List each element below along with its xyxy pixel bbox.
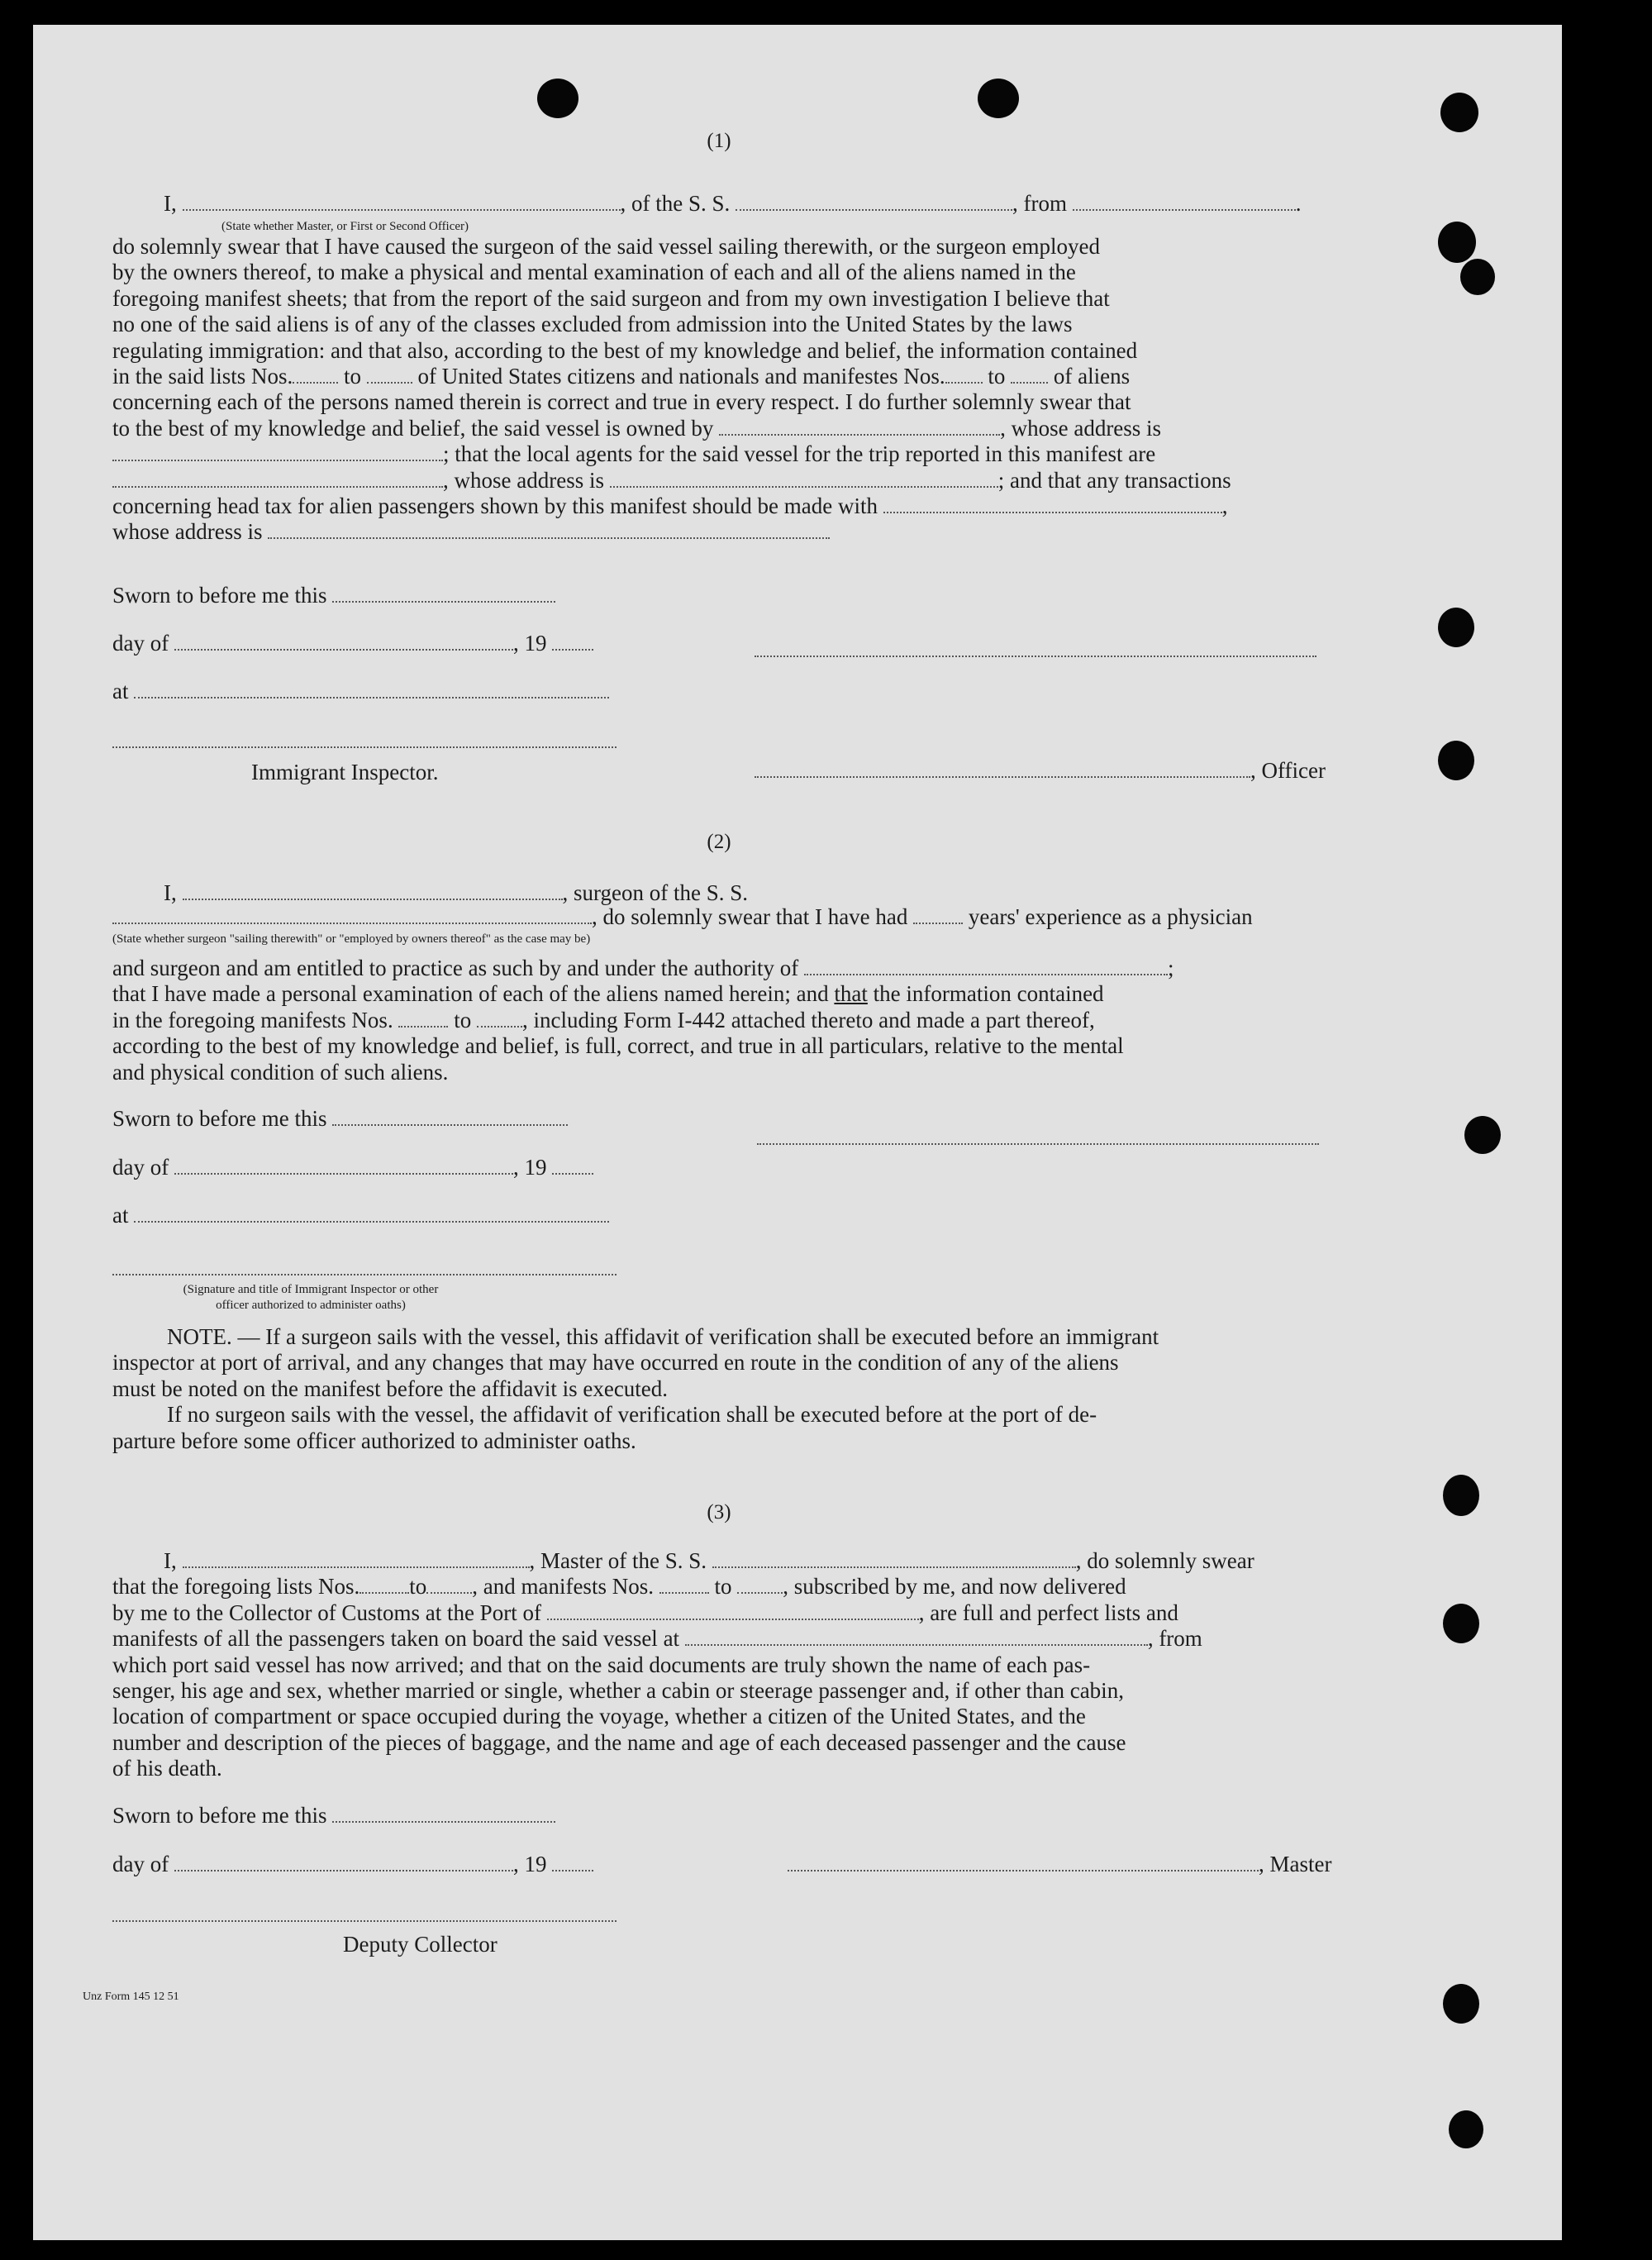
s1-master-line: I, , of the S. S. , from .	[164, 191, 1302, 216]
punch-hole	[1460, 259, 1495, 295]
s1-inspector-label: Immigrant Inspector.	[251, 760, 439, 784]
punch-hole	[978, 79, 1019, 118]
s3-day-line: day of , 19	[112, 1851, 593, 1877]
s2-note: NOTE. — If a surgeon sails with the vessel, this affidavit of verification shall be executed before an immigrant inspector at port of arrival, and any changes that may have occurred en route in the condition of any of the aliens must be noted on the manifest before the affidavit is executed. If no surgeon sails with the vessel, the affidavit of verification shall be executed before at the port of de- parture before some officer authorized to administer oaths.	[112, 1324, 1159, 1453]
s2-signature-line	[757, 1124, 1319, 1151]
punch-hole	[1438, 741, 1474, 780]
section-1-number: (1)	[707, 130, 731, 152]
punch-hole	[1440, 93, 1478, 132]
s3-sworn-line: Sworn to before me this	[112, 1802, 555, 1829]
s1-sworn-line: Sworn to before me this	[112, 582, 555, 608]
form-id: Unz Form 145 12 51	[83, 1991, 179, 2003]
punch-hole	[537, 79, 578, 118]
s2-surgeon-note: (State whether surgeon "sailing therewith" or "employed by owners thereof" as the case may be)	[112, 932, 591, 946]
s1-inspector-sig-line	[112, 727, 617, 754]
punch-hole	[1464, 1116, 1501, 1154]
s1-day-line: day of , 19	[112, 630, 593, 656]
s2-day-line: day of , 19	[112, 1154, 593, 1180]
punch-hole	[1443, 1604, 1479, 1643]
s1-officer-line: , Officer	[755, 757, 1326, 784]
s2-line2: , do solemnly swear that I have had years' experience as a physician	[112, 904, 1253, 930]
punch-hole	[1443, 1475, 1479, 1516]
punch-hole	[1438, 608, 1474, 647]
s1-signature-line	[755, 637, 1316, 663]
s2-inspector-sig-line	[112, 1255, 617, 1281]
punch-hole	[1443, 1984, 1479, 2024]
section-2-number: (2)	[707, 831, 731, 853]
s3-deputy-label: Deputy Collector	[343, 1932, 498, 1957]
s1-paragraph: do solemnly swear that I have caused the surgeon of the said vessel sailing therewith, or the surgeon employed by the owners thereof, to make a physical and mental examination of each and all of the aliens named in the foregoing manifest sheets; that from the report of the said surgeon and from my own investigation I believe that no one of the said aliens is of any of the classes excluded from admission into the United States by the laws regulating immigration: and that also, according to the best of my knowledge and belief, the information contained in the said lists Nos. to of United States citizens and nationals and manifestes Nos. to of aliens concerning each of the persons named therein is correct and true in every respect. I do further solemnly swear that to the best of my knowledge and belief, the said vessel is owned by , whose address is ; that the local agents for the said vessel for the trip reported in this manifest are , whose address is ; and that any transactions concerning head tax for alien passengers shown by this manifest should be made with , whose address is	[112, 234, 1231, 545]
s3-master-line: , Master	[788, 1851, 1331, 1877]
s1-at-line: at	[112, 678, 609, 704]
punch-hole	[1449, 2110, 1483, 2148]
s1-officer-note: (State whether Master, or First or Second Officer)	[221, 220, 469, 233]
s3-paragraph: I, , Master of the S. S. , do solemnly swear that the foregoing lists Nos. to , and manifests Nos. to , subscribed by me, and now delivered by me to the Collector of Customs at the Port of , are full and perfect lists and manifests of all the passengers taken on board the said vessel at , from which port said vessel has now arrived; and that on the said documents are truly shown the name of each pas- senger, his age and sex, whether married or single, whether a cabin or steerage passenger and, if other than cabin, location of compartment or space occupied during the voyage, whether a citizen of the United States, and the number and description of the pieces of baggage, and the name and age of each deceased passenger and the cause of his death.	[112, 1548, 1254, 1781]
s2-line1: I, , surgeon of the S. S.	[164, 880, 749, 905]
form-page	[33, 25, 1562, 2240]
s2-at-line: at	[112, 1202, 609, 1228]
s2-sig-note: (Signature and title of Immigrant Inspector or other officer authorized to administer oaths)	[183, 1283, 439, 1312]
section-3-number: (3)	[707, 1501, 731, 1523]
s3-deputy-sig-line	[112, 1901, 617, 1928]
punch-hole	[1438, 222, 1476, 263]
s2-sworn-line: Sworn to before me this	[112, 1105, 568, 1132]
s2-paragraph: and surgeon and am entitled to practice as such by and under the authority of ; that I have made a personal examination of each of the aliens named herein; and that the information contained in the foregoing manifests Nos. to , including Form I-442 attached thereto and made a part thereof, according to the best of my knowledge and belief, is full, correct, and true in all particulars, relative to the mental and physical condition of such aliens.	[112, 956, 1174, 1085]
